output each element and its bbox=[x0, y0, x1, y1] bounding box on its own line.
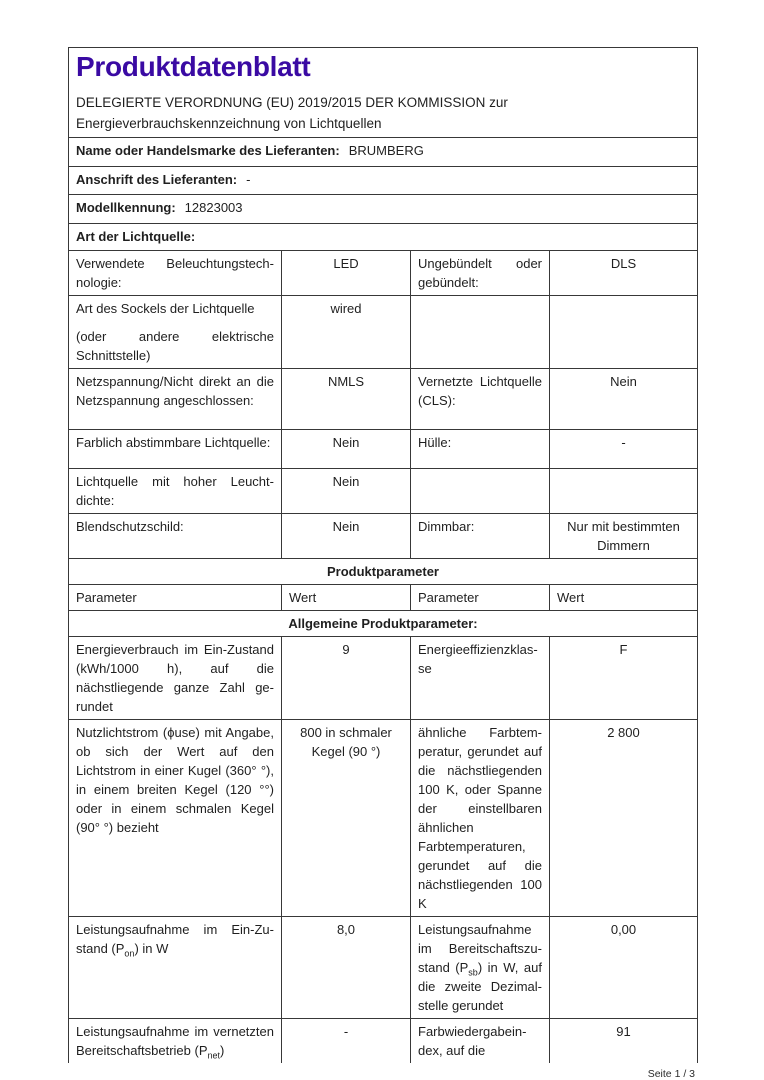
value-cell: DLS bbox=[550, 251, 698, 296]
value-cell: 8,0 bbox=[282, 917, 411, 1019]
param-cell: Energieeffizienzklasse bbox=[411, 637, 550, 720]
info-row-light-source-type bbox=[69, 224, 698, 251]
supplier-address-value: - bbox=[246, 172, 251, 187]
param-cell: Leistungsaufnahme im Bereitschaftszustand $(P_{sb})$ in W, auf die zweite Dezimalstelle gerundet bbox=[411, 917, 550, 1019]
light-source-type-label: Art der Lichtquelle: bbox=[76, 229, 196, 244]
value-cell: LED bbox=[282, 251, 411, 296]
value-cell: 800 in schmaler Kegel (90 °) bbox=[282, 720, 411, 917]
value-cell: - bbox=[282, 1019, 411, 1064]
param-cell: Vernetzte Lichtquelle (CLS): bbox=[411, 369, 550, 430]
section-title: Produktparameter bbox=[69, 559, 698, 585]
param-cell bbox=[411, 469, 550, 514]
socket-line1: Art des Sockels der Lichtquelle bbox=[76, 301, 255, 316]
value-cell: 91 bbox=[550, 1019, 698, 1064]
model-id-label: Modellkennung: bbox=[76, 200, 176, 215]
value-cell: - bbox=[550, 430, 698, 469]
section-row-produktparameter bbox=[69, 559, 698, 585]
value-cell: wired bbox=[282, 296, 411, 369]
value-cell bbox=[550, 296, 698, 369]
param-cell: Lichtquelle mit hoher Leuchtdichte: bbox=[69, 469, 282, 514]
param-cell: Farbwiedergabeindex, auf die bbox=[411, 1019, 550, 1064]
value-cell bbox=[550, 469, 698, 514]
regulation-subtitle: DELEGIERTE VERORDNUNG (EU) 2019/2015 DER KOMMISSION zur Energieverbrauchskennzeichnung von Lichtquellen bbox=[76, 95, 508, 131]
column-header: Wert bbox=[282, 585, 411, 611]
value-cell: Nein bbox=[550, 369, 698, 430]
value-cell: Nur mit bestimmten Dimmern bbox=[550, 514, 698, 559]
spec-row-color-tunable bbox=[69, 430, 698, 469]
param-cell: Verwendete Beleuchtungstechnologie: bbox=[69, 251, 282, 296]
supplier-address-label: Anschrift des Lieferanten: bbox=[76, 172, 238, 187]
spec-row-glare-shield bbox=[69, 514, 698, 559]
value-cell: F bbox=[550, 637, 698, 720]
param-cell: ähnliche Farbtemperatur, gerundet auf die nächstliegenden 100 K, oder Spanne der einstellbaren ähnlichen Farbtemperaturen, gerundet auf die nächstliegenden 100 K bbox=[411, 720, 550, 917]
header-cell bbox=[69, 48, 698, 138]
value-cell: Nein bbox=[282, 469, 411, 514]
socket-line2: (oder andere elektrische Schnittstelle) bbox=[76, 329, 274, 363]
param-row-networked-standby bbox=[69, 1019, 698, 1064]
value-cell: 0,00 bbox=[550, 917, 698, 1019]
info-row-model-id bbox=[69, 195, 698, 224]
value-cell: 9 bbox=[282, 637, 411, 720]
param-cell: Leistungsaufnahme im vernetzten Bereitschaftsbetrieb $(P_{net})$ bbox=[69, 1019, 282, 1064]
value-cell: Nein bbox=[282, 514, 411, 559]
value-cell: 2 800 bbox=[550, 720, 698, 917]
value-cell: Nein bbox=[282, 430, 411, 469]
spec-row-socket bbox=[69, 296, 698, 369]
param-cell: Blendschutzschild: bbox=[69, 514, 282, 559]
param-cell: Ungebündelt oder gebündelt: bbox=[411, 251, 550, 296]
value-cell: NMLS bbox=[282, 369, 411, 430]
param-cell: Farblich abstimmbare Lichtquelle: bbox=[69, 430, 282, 469]
page-number: Seite 1 / 3 bbox=[647, 1068, 695, 1080]
info-row-supplier-name bbox=[69, 138, 698, 167]
param-row-on-mode-power bbox=[69, 917, 698, 1019]
supplier-name-label: Name oder Handelsmarke des Lieferanten: bbox=[76, 143, 340, 158]
supplier-name-value: BRUMBERG bbox=[348, 143, 424, 158]
info-row-supplier-address bbox=[69, 167, 698, 195]
subsection-title: Allgemeine Produktparameter: bbox=[69, 611, 698, 637]
param-cell: Leistungsaufnahme im Ein-Zustand $(P_{on})$ in W bbox=[69, 917, 282, 1019]
column-header-row bbox=[69, 585, 698, 611]
param-row-energy-consumption bbox=[69, 637, 698, 720]
column-header: Parameter bbox=[411, 585, 550, 611]
document-page bbox=[68, 47, 697, 1080]
param-cell: Netzspannung/Nicht direkt an die Netzspannung angeschlossen: bbox=[69, 369, 282, 430]
page-title: Produktdatenblatt bbox=[76, 51, 311, 82]
param-cell bbox=[69, 296, 282, 369]
product-datasheet-table bbox=[68, 47, 698, 1063]
param-cell: Energieverbrauch im Ein-Zustand (kWh/1000 h), auf die nächstliegende ganze Zahl gerundet bbox=[69, 637, 282, 720]
param-cell: Dimmbar: bbox=[411, 514, 550, 559]
model-id-value: 12823003 bbox=[184, 200, 243, 215]
header-row bbox=[69, 48, 698, 138]
param-cell: Hülle: bbox=[411, 430, 550, 469]
param-row-useful-luminous-flux bbox=[69, 720, 698, 917]
section-row-allgemeine bbox=[69, 611, 698, 637]
param-cell: Nutzlichtstrom (ϕuse) mit Angabe, ob sich der Wert auf den Lichtstrom in einer Kugel (360° °), in einem breiten Kegel (120 °°) oder in einem schmalen Kegel (90° °) bezieht bbox=[69, 720, 282, 917]
param-cell bbox=[411, 296, 550, 369]
spec-row-mains-voltage bbox=[69, 369, 698, 430]
column-header: Wert bbox=[550, 585, 698, 611]
spec-row-technology bbox=[69, 251, 698, 296]
spec-row-high-luminance bbox=[69, 469, 698, 514]
column-header: Parameter bbox=[69, 585, 282, 611]
